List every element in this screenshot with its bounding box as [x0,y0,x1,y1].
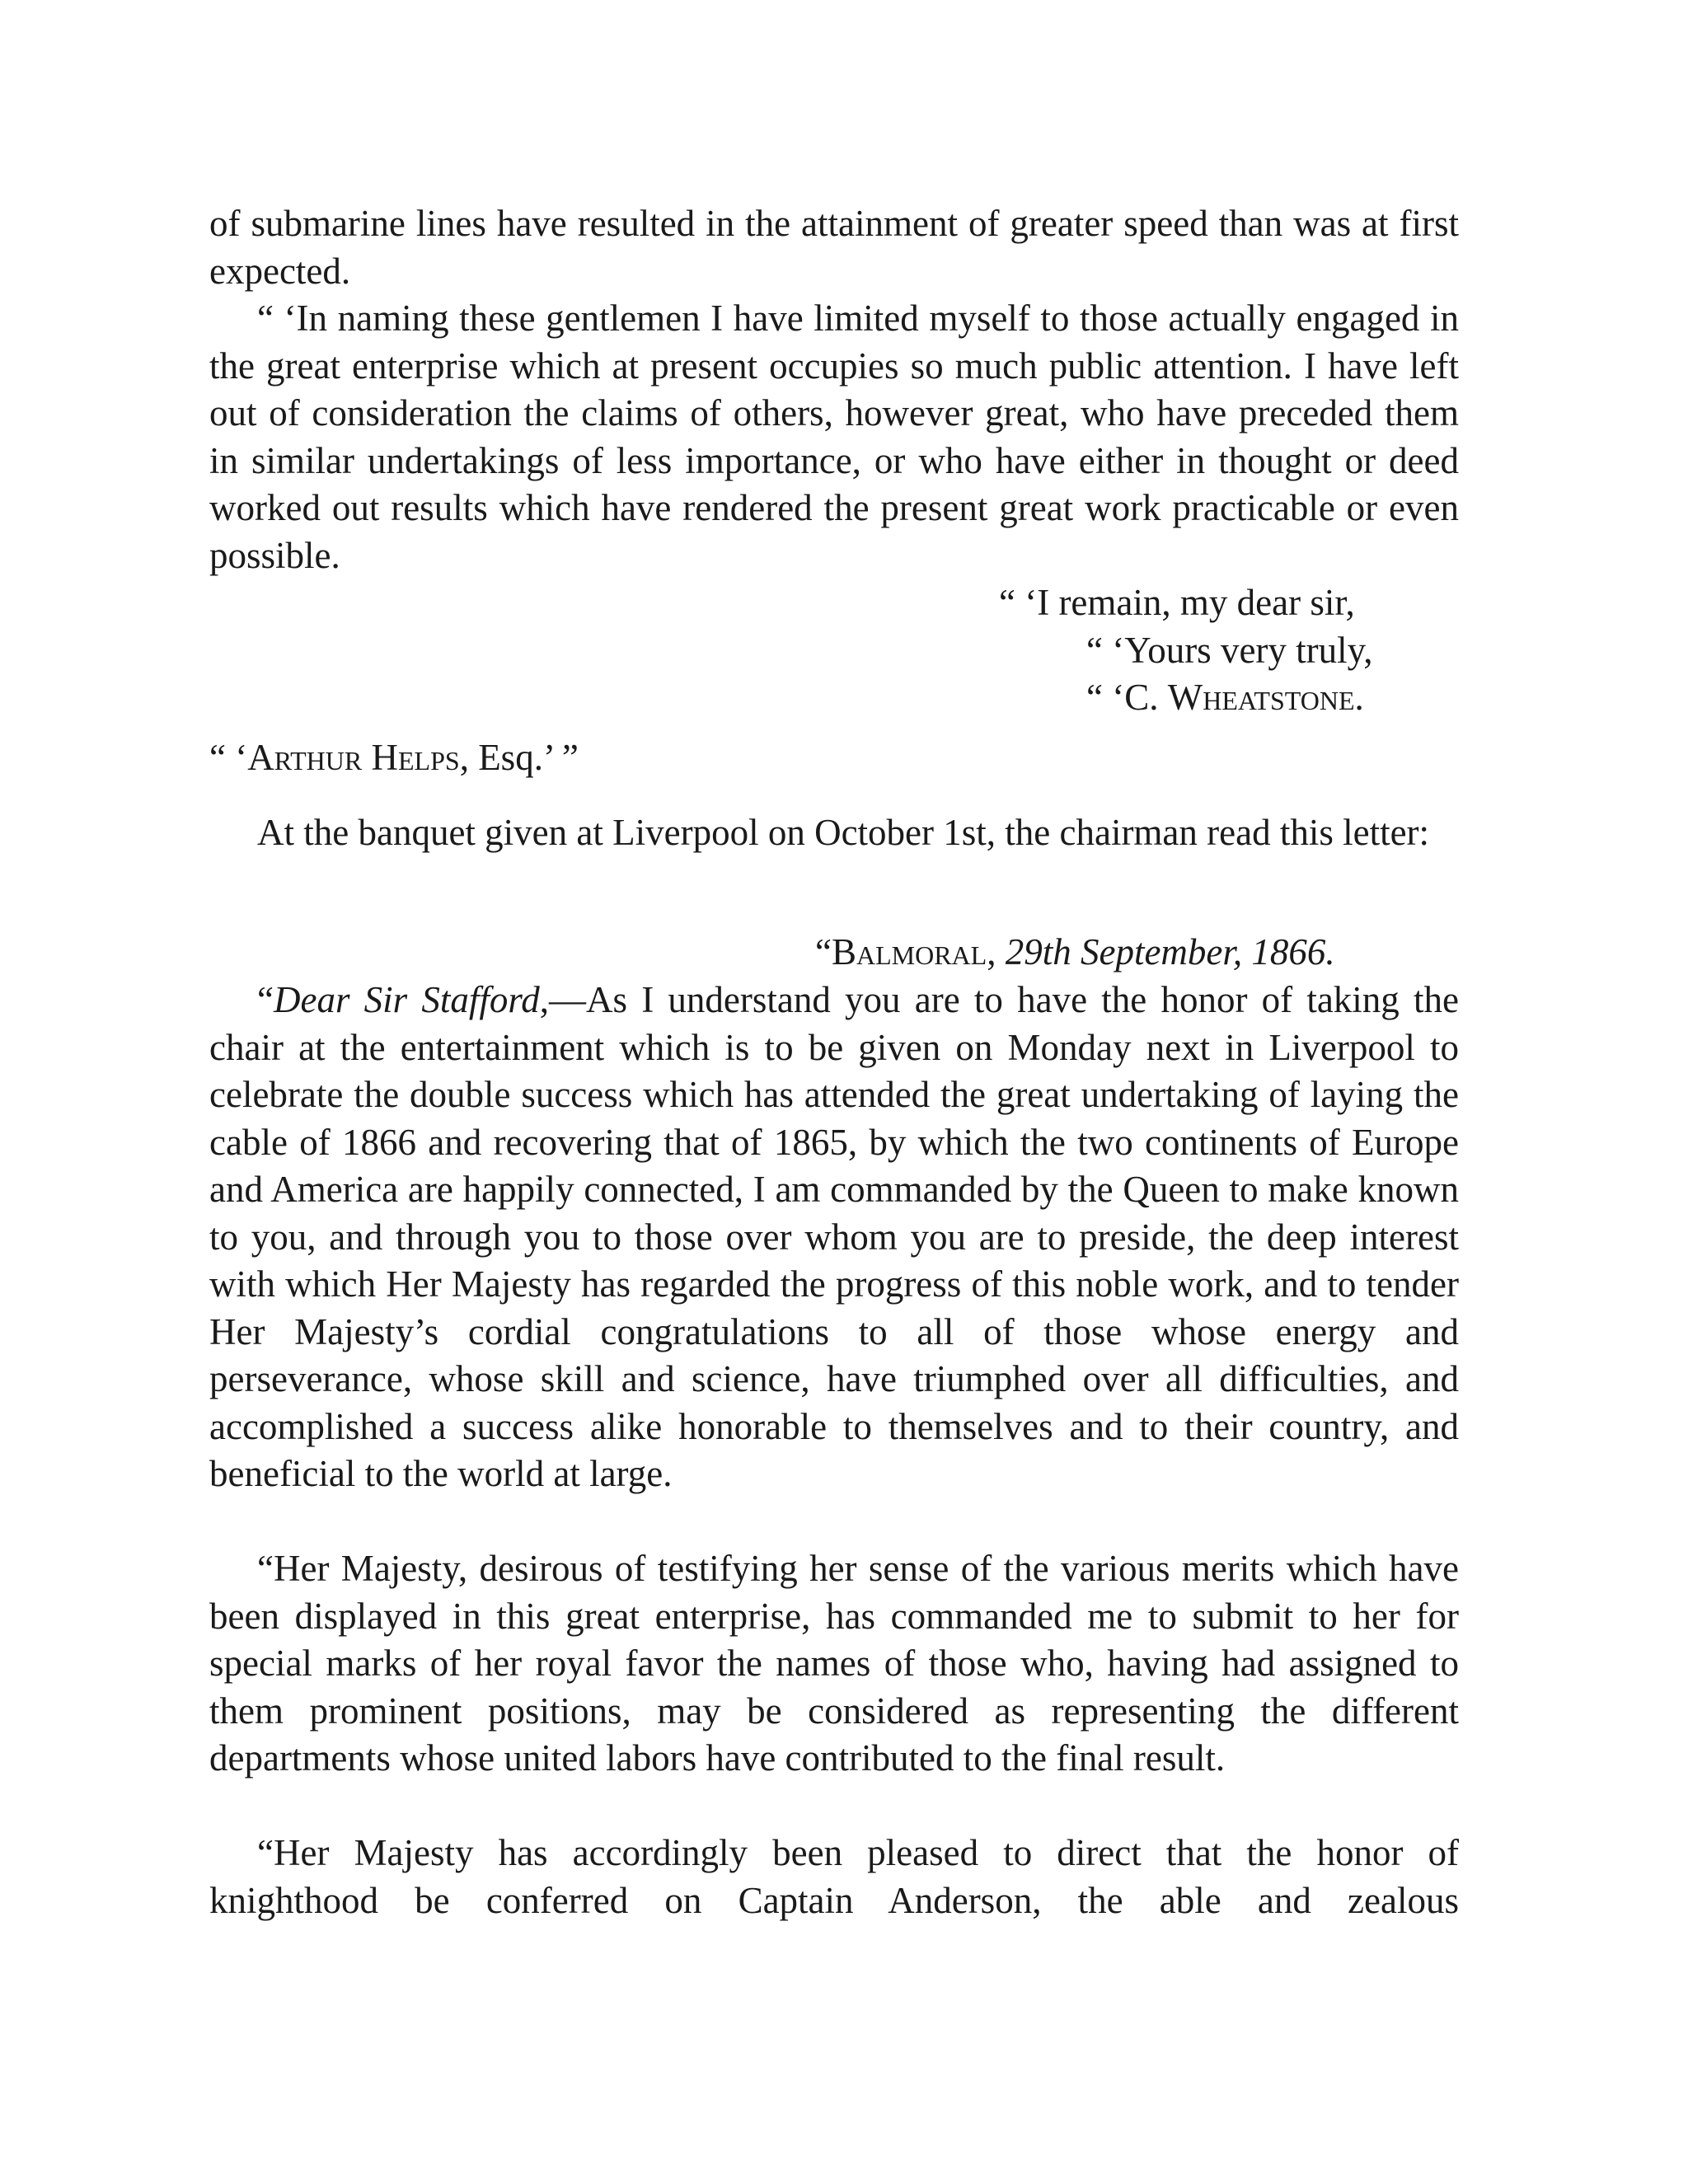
dateline-quote: “ [815,931,832,972]
signature-name: Wheatstone [1167,677,1355,718]
dateline-date: 29th September, 1866. [1005,931,1335,972]
paragraph-submarine-lines: of submarine lines have resulted in the attainment of greater speed than was at first expected. [209,203,1459,292]
paragraph-knighthood: “Her Majesty has accordingly been pleased to direct that the honor of knighthood be conferred on Captain Anderson, the able and zealous [209,1832,1459,1921]
addressee-suffix: , Esq.’ ” [459,737,579,778]
addressee [209,734,579,782]
paragraph-banquet: At the banquet given at Liverpool on October 1st, the chairman read this letter: [257,812,1430,853]
dateline-place: Balmoral [831,931,987,972]
paragraph-naming-gentlemen: “ ‘In naming these gentlemen I have limited myself to those actually engaged in the great enterprise which at present occupies so much public attention. I have left out of consideration the claims of others, however great, who have preceded them in similar undertakings of less importance, or who have either in thought or deed worked out results which have rendered the present great work practicable or even possible. [209,298,1459,576]
dateline [815,929,1335,977]
closing-remain: “ ‘I remain, my dear sir, [999,582,1355,623]
closing-signature [1086,674,1364,722]
signature-prefix: “ ‘C. [1086,677,1168,718]
paragraph-her-majesty-desirous: “Her Majesty, desirous of testifying her sense of the various merits which have been displayed in this great enterprise, has commanded me to submit to her for special marks of her royal favor the names of those who, having had assigned to them prominent positions, may be considered as representing the different departments whose united labors have contributed to the final result. [209,1548,1459,1779]
salutation: Dear Sir Stafford [273,979,540,1020]
signature-suffix: . [1354,677,1364,718]
dateline-sep: , [987,931,1006,972]
paragraph-dear-sir-stafford [209,977,1459,1498]
addressee-name: Arthur Helps [247,737,460,778]
paragraph-continuation [209,200,1459,295]
opening-quote: “ [257,979,274,1020]
closing-yours: “ ‘Yours very truly, [1086,630,1373,671]
letter-body: ,—As I understand you are to have the honor of taking the chair at the entertainment which is to be given on Monday next in Liverpool to celebrate the double success which has attended the great undertaking of laying the cable of 1866 and recovering that of 1865, by which the two continents of Europe and America are happily connected, I am commanded by the Queen to make known to you, and through you to those over whom you are to preside, the deep interest with which Her Majesty has regarded the progress of this noble work, and to tender Her Majesty’s cordial congratulations to all of those whose energy and perseverance, whose skill and science, have triumphed over all difficulties, and accomplished a success alike honorable to themselves and to their country, and beneficial to the world at large. [209,979,1459,1494]
addressee-prefix: “ ‘ [209,737,248,778]
